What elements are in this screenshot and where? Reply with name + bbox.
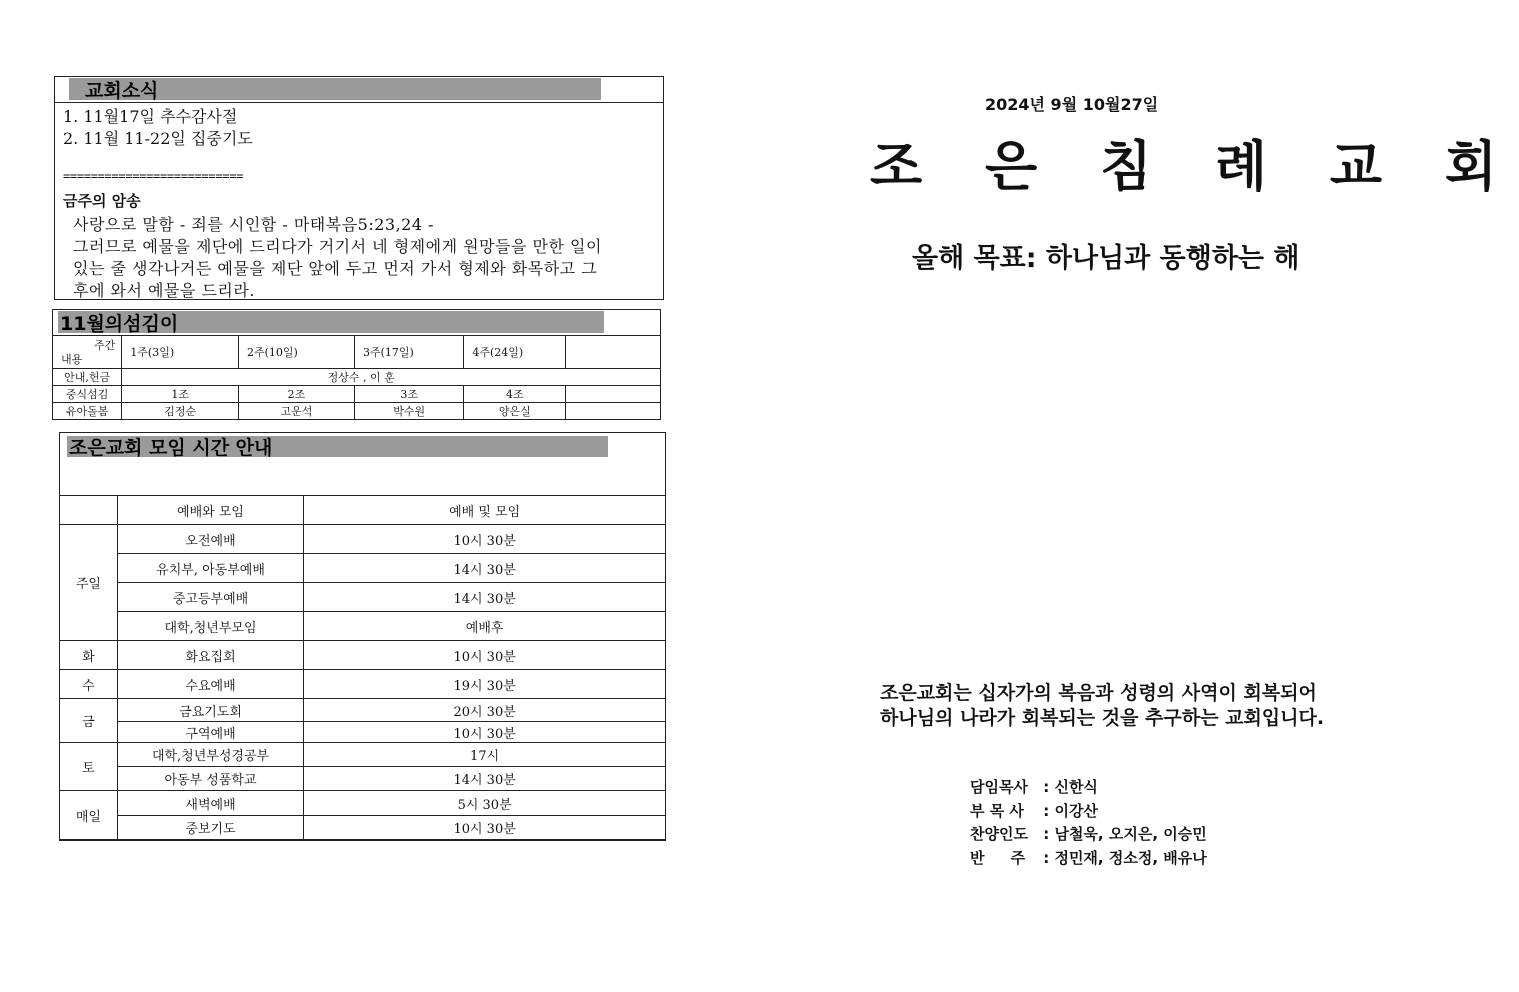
schedule-service-time: 10시 30분 <box>304 525 666 554</box>
schedule-day-cell: 수 <box>60 670 118 699</box>
week-header-2: 2주(10일) <box>239 336 355 369</box>
schedule-service-name: 오전예배 <box>117 525 303 554</box>
corner-week-label: 주간 <box>94 339 116 352</box>
schedule-service-name: 구역예배 <box>117 722 303 743</box>
schedule-service-name: 수요예배 <box>117 670 303 699</box>
lunch-team-cell: 1조 <box>122 386 239 403</box>
week-header-3: 3주(17일) <box>354 336 463 369</box>
schedule-service-time: 14시 30분 <box>304 767 666 791</box>
schedule-service-name: 새벽예배 <box>117 791 303 816</box>
duty-table <box>52 335 661 420</box>
schedule-day-cell: 토 <box>60 743 118 791</box>
lunch-team-cell: 3조 <box>354 386 463 403</box>
schedule-service-time: 10시 30분 <box>304 816 666 840</box>
week-header-4: 4주(24일) <box>464 336 566 369</box>
lunch-team-cell: 4조 <box>464 386 566 403</box>
schedule-service-time: 19시 30분 <box>304 670 666 699</box>
schedule-col2-header: 예배 및 모임 <box>304 496 666 525</box>
news-item-1: 1. 11월17일 추수감사절 <box>63 107 238 126</box>
meeting-schedule-box <box>59 432 666 841</box>
schedule-service-name: 중고등부예배 <box>117 583 303 612</box>
week-header-5 <box>566 336 661 369</box>
staff-list <box>970 776 1207 870</box>
duty-row-label: 유아돌봄 <box>53 403 122 420</box>
church-name-title: 조 은 침 례 교 회 <box>870 135 1519 198</box>
schedule-service-time: 10시 30분 <box>304 641 666 670</box>
schedule-service-time: 5시 30분 <box>304 791 666 816</box>
memory-verse-line-2: 그러므로 예물을 제단에 드리다가 거기서 네 형제에게 원망들을 만한 일이 <box>73 237 602 256</box>
church-news-box <box>54 76 664 300</box>
bulletin-date: 2024년 9월 10월27일 <box>985 95 1159 114</box>
schedule-service-time: 14시 30분 <box>304 583 666 612</box>
schedule-service-time: 14시 30분 <box>304 554 666 583</box>
duty-corner-cell <box>53 336 122 369</box>
staff-name: 신한식 <box>1054 778 1098 796</box>
lunch-team-cell: 2조 <box>239 386 355 403</box>
news-divider <box>55 102 663 103</box>
schedule-day-cell: 금 <box>60 699 118 743</box>
staff-role: 찬양인도 <box>970 825 1028 843</box>
news-item-2: 2. 11월 11-22일 집중기도 <box>63 129 253 148</box>
memory-verse-line-3: 있는 줄 생각나거든 예물을 제단 앞에 두고 먼저 가서 형제와 화목하고 그 <box>73 259 598 278</box>
staff-role: 담임목사 <box>970 778 1028 796</box>
staff-row: 부 목 사 : 이강산 <box>970 800 1207 824</box>
schedule-col1-header: 예배와 모임 <box>117 496 303 525</box>
mission-statement-line-1: 조은교회는 십자가의 복음과 성령의 사역이 회복되어 <box>880 682 1317 704</box>
schedule-header: 조은교회 모임 시간 안내 <box>69 437 273 459</box>
nursery-cell: 고운석 <box>239 403 355 420</box>
staff-role: 반 주 <box>970 848 1026 867</box>
duty-header: 11월의섬김이 <box>60 313 179 335</box>
yearly-goal: 올해 목표: 하나님과 동행하는 해 <box>912 243 1300 274</box>
duty-row-label: 안내,헌금 <box>53 369 122 386</box>
memory-verse-line-4: 후에 와서 예물을 드리라. <box>73 281 255 300</box>
memory-verse-line-1: 사랑으로 말함 - 죄를 시인함 - 마태복음5:23,24 - <box>73 215 435 234</box>
schedule-day-cell: 주일 <box>60 525 118 641</box>
staff-role: 부 목 사 <box>970 801 1024 820</box>
usher-offering-names: 정상수 , 이 훈 <box>122 369 661 386</box>
schedule-day-header <box>60 496 118 525</box>
staff-name: 정민재, 정소정, 배유나 <box>1054 848 1207 867</box>
news-header: 교회소식 <box>85 80 159 102</box>
schedule-service-name: 중보기도 <box>117 816 303 840</box>
schedule-service-time: 20시 30분 <box>304 699 666 722</box>
staff-row: 반 주 : 정민재, 정소정, 배유나 <box>970 847 1207 871</box>
staff-row: 담임목사 : 신한식 <box>970 776 1207 800</box>
mission-statement-line-2: 하나님의 나라가 회복되는 것을 추구하는 교회입니다. <box>880 707 1325 729</box>
duty-row-label: 중식섬김 <box>53 386 122 403</box>
nursery-cell <box>566 403 661 420</box>
schedule-service-time: 예배후 <box>304 612 666 641</box>
schedule-table <box>59 495 666 840</box>
schedule-service-name: 금요기도회 <box>117 699 303 722</box>
corner-content-label: 내용 <box>61 353 83 366</box>
nursery-cell: 김정순 <box>122 403 239 420</box>
schedule-day-cell: 매일 <box>60 791 118 840</box>
nursery-cell: 박수원 <box>354 403 463 420</box>
schedule-service-name: 화요집회 <box>117 641 303 670</box>
week-header-1: 1주(3일) <box>122 336 239 369</box>
serving-schedule-box <box>52 309 661 424</box>
schedule-service-name: 대학,청년부성경공부 <box>117 743 303 767</box>
nursery-cell: 양은실 <box>464 403 566 420</box>
lunch-team-cell <box>566 386 661 403</box>
memory-verse-title: 금주의 암송 <box>63 192 141 210</box>
schedule-day-cell: 화 <box>60 641 118 670</box>
news-separator: ========================== <box>63 169 244 183</box>
staff-name: 남철욱, 오지은, 이승민 <box>1054 825 1207 843</box>
schedule-service-name: 유치부, 아동부예배 <box>117 554 303 583</box>
schedule-service-time: 17시 <box>304 743 666 767</box>
schedule-service-name: 아동부 성품학교 <box>117 767 303 791</box>
schedule-service-time: 10시 30분 <box>304 722 666 743</box>
schedule-service-name: 대학,청년부모임 <box>117 612 303 641</box>
staff-row: 찬양인도 : 남철욱, 오지은, 이승민 <box>970 823 1207 847</box>
staff-name: 이강산 <box>1054 801 1098 820</box>
